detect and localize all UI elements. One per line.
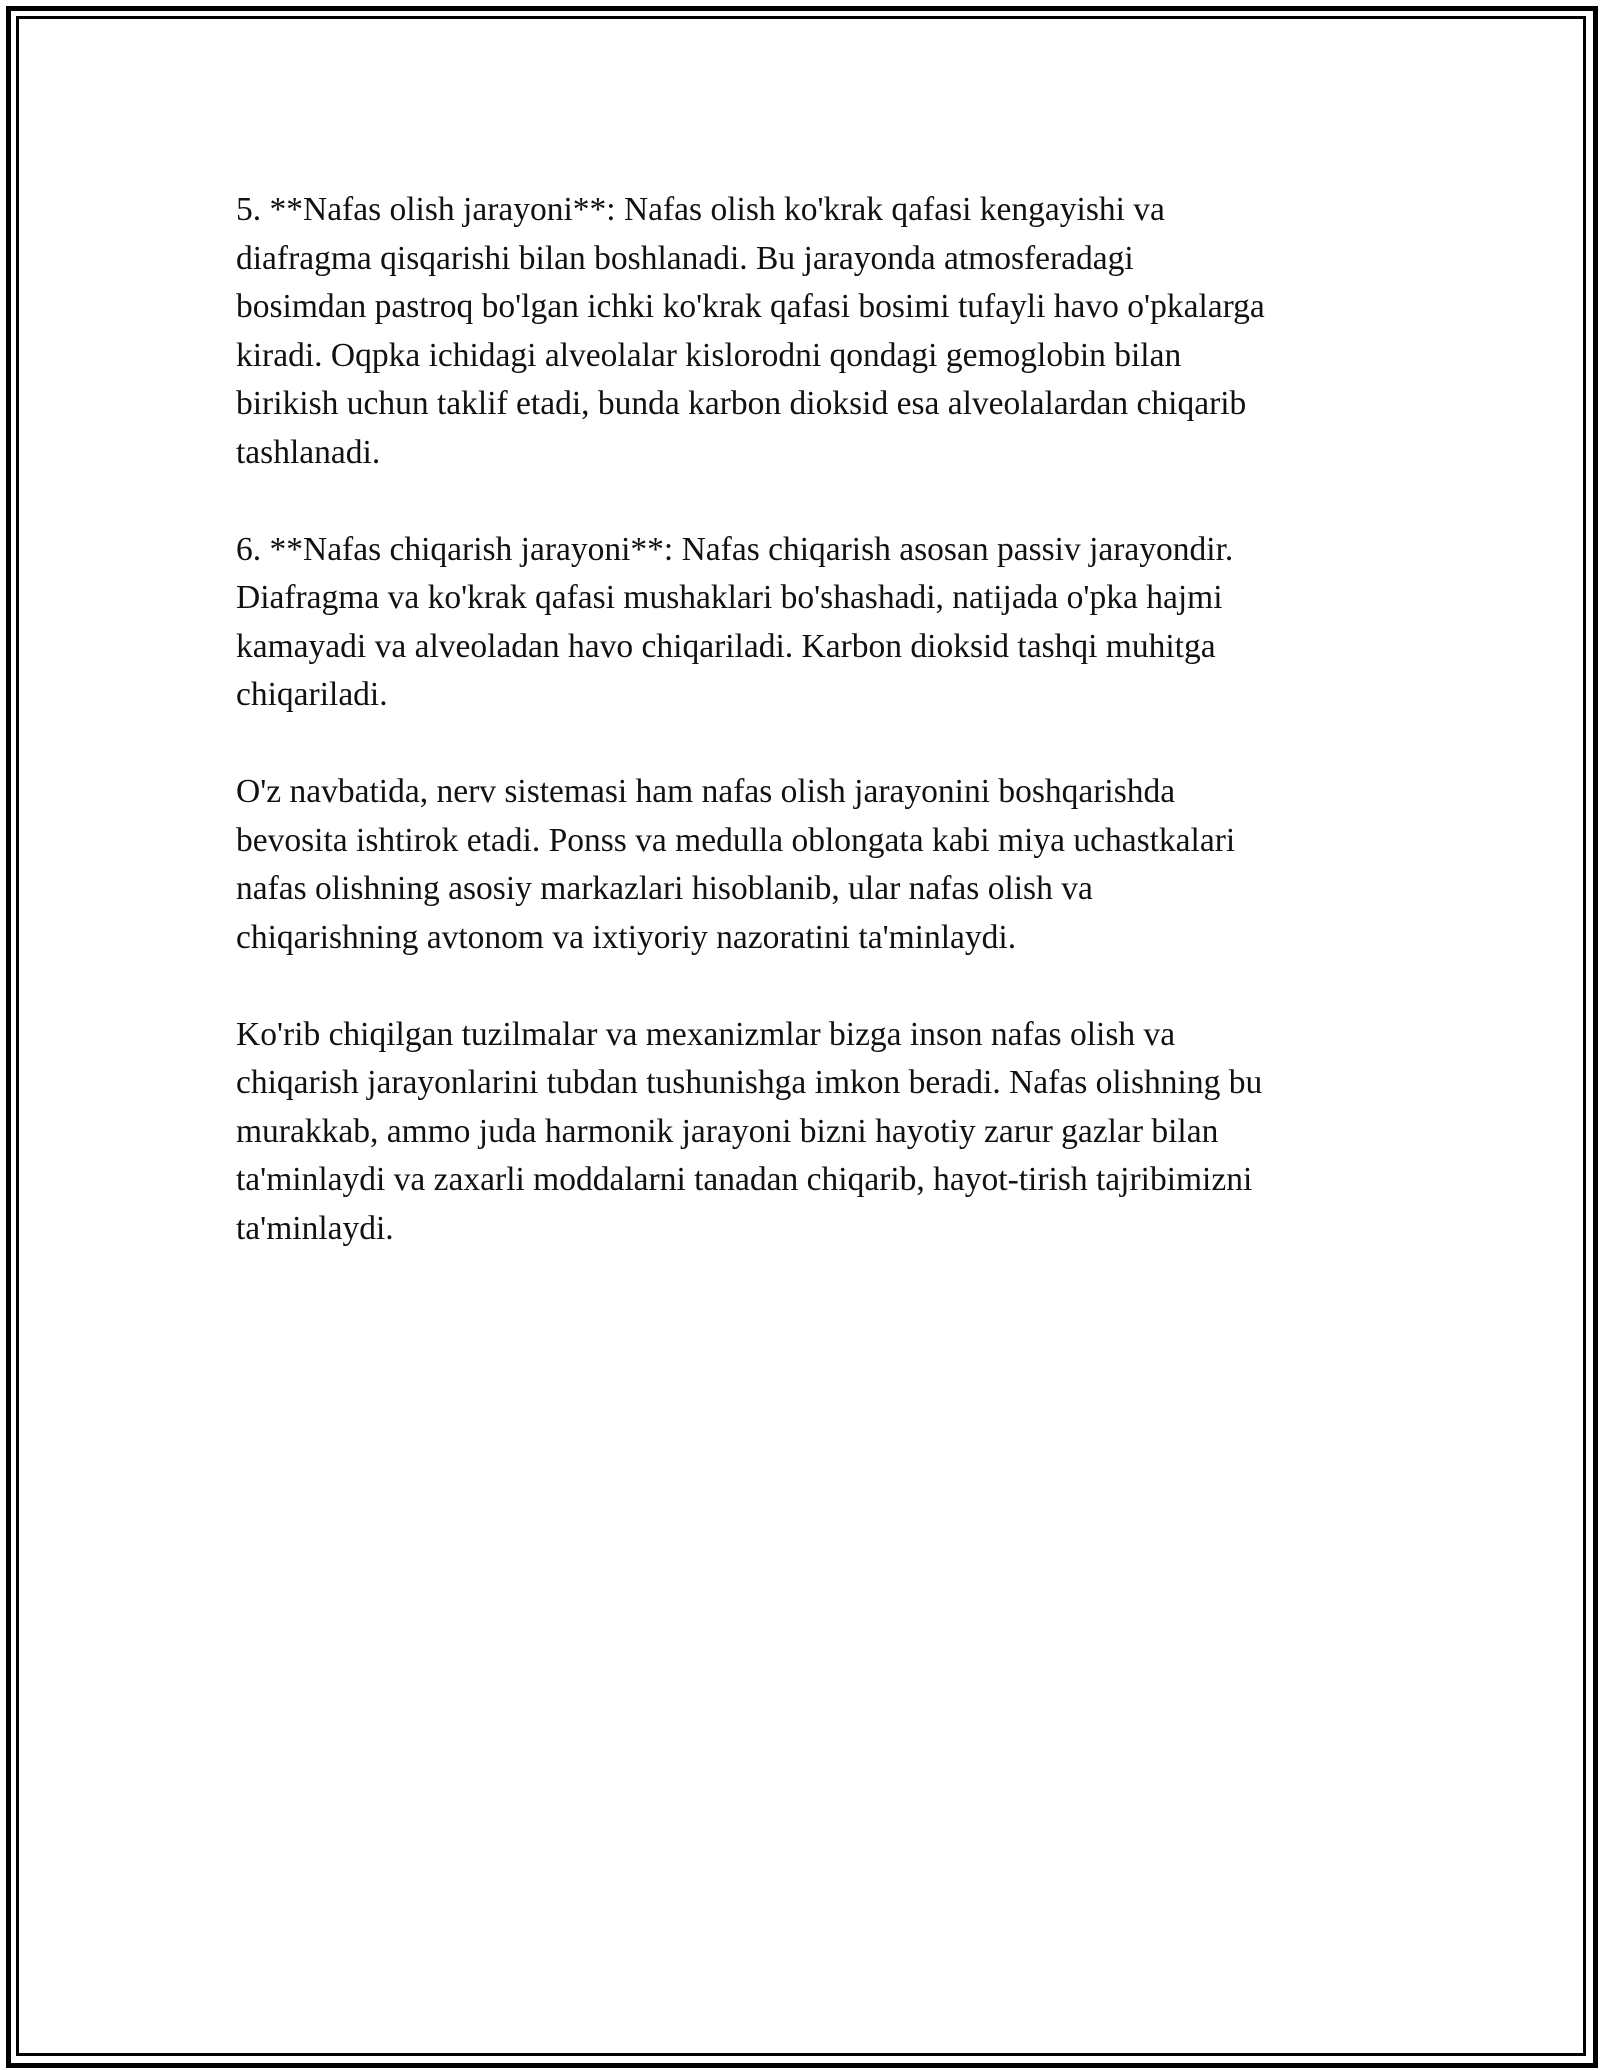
paragraph-conclusion: Ko'rib chiqilgan tuzilmalar va mexanizmlar bizga inson nafas olish va chiqarish jarayonlarini tubdan tushunishga imkon beradi. Nafas olishning bu murakkab, ammo juda harmonik jarayoni bizni hayotiy zarur gazlar bilan ta'minlaydi va zaxarli moddalarni tanadan chiqarib, hayot-tirish tajribimizni ta'minlaydi. xyxy=(236,1015,1263,1247)
document-body xyxy=(236,186,1386,1302)
paragraph-nervous-system: O'z navbatida, nerv sistemasi ham nafas olish jarayonini boshqarishda bevosita ishtirok etadi. Ponss va medulla oblongata kabi miya uchastkalari nafas olishning asosiy markazlari hisoblanib, ular nafas olish va chiqarishning avtonom va ixtiyoriy nazoratini ta'minlaydi. xyxy=(236,773,1236,956)
paragraph-inhalation: 5. **Nafas olish jarayoni**: Nafas olish ko'krak qafasi kengayishi va diafragma qisqarishi bilan boshlanadi. Bu jarayonda atmosferadagi bosimdan pastroq bo'lgan ichki ko'krak qafasi bosimi tufayli havo o'pkalarga kiradi. Oqpka ichidagi alveolalar kislorodni qondagi gemoglobin bilan birikish uchun taklif etadi, bunda karbon dioksid esa alveolalardan chiqarib tashlanadi. xyxy=(236,191,1265,471)
paragraph-exhalation: 6. **Nafas chiqarish jarayoni**: Nafas chiqarish asosan passiv jarayondir. Diafragma va ko'krak qafasi mushaklari bo'shashadi, natijada o'pka hajmi kamayadi va alveoladan havo chiqariladi. Karbon dioksid tashqi muhitga chiqariladi. xyxy=(236,530,1234,713)
